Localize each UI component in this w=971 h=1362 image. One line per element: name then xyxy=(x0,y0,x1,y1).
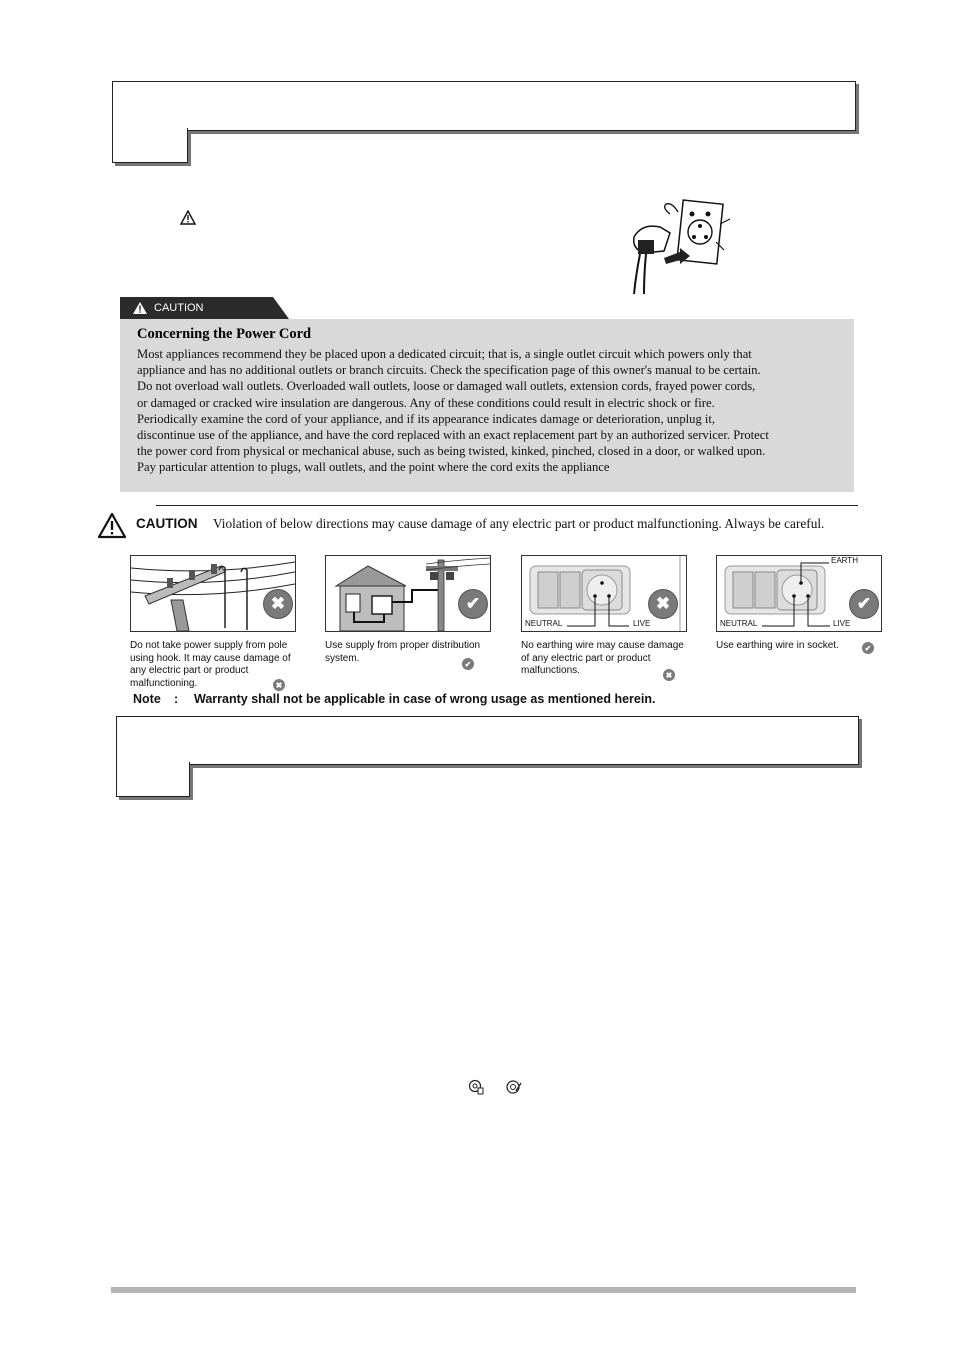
power-cord-text xyxy=(137,346,837,476)
live-label: LIVE xyxy=(633,619,651,628)
power-cord-line: or damaged or cracked wire insulation are dangerous. Any of these conditions could result in electric shock or fire. xyxy=(137,395,715,410)
power-cord-line: the power cord from physical or mechanical abuse, such as being twisted, kinked, pinched, closed in a door, or walked upon. xyxy=(137,444,766,459)
cross-mark-icon: ✖ xyxy=(649,590,677,618)
plug-socket-illustration xyxy=(620,192,735,296)
card-proper-distribution xyxy=(325,555,491,632)
check-mark-icon: ✔ xyxy=(850,590,878,618)
note-separator: : xyxy=(174,692,179,706)
card-caption: Use earthing wire in socket. xyxy=(716,640,839,651)
note-text: Warranty shall not be applicable in case of wrong usage as mentioned herein. xyxy=(194,692,656,706)
earth-label: EARTH xyxy=(831,556,858,565)
check-mark-icon: ✔ xyxy=(462,658,474,670)
footer-bar xyxy=(111,1287,856,1293)
live-label: LIVE xyxy=(833,619,851,628)
divider xyxy=(156,505,858,506)
settings-dial-icon xyxy=(468,1079,484,1095)
check-mark-icon: ✔ xyxy=(459,590,487,618)
top-header-box xyxy=(112,81,856,131)
warning-triangle-icon xyxy=(97,512,127,539)
check-mark-icon: ✔ xyxy=(862,642,874,654)
power-cord-line: Periodically examine the cord of your appliance, and if its appearance indicates damage or deterioration, unplug it, xyxy=(137,411,716,426)
neutral-label: NEUTRAL xyxy=(525,619,563,628)
power-cord-line: Most appliances recommend they be placed upon a dedicated circuit; that is, a single outlet circuit which powers only that xyxy=(137,347,752,361)
power-cord-line: Do not overload wall outlets. Overloaded wall outlets, loose or damaged wall outlets, extension cords, frayed power cords, xyxy=(137,379,756,394)
rotary-dial-icon xyxy=(505,1079,523,1095)
warning-triangle-icon xyxy=(132,301,148,315)
power-cord-line: appliance and has no additional outlets or branch circuits. Check the specification page of this owner's manual to be certain. xyxy=(137,363,761,378)
header-seam-cover xyxy=(117,760,187,764)
second-header-box xyxy=(116,716,859,765)
caution-tab-label: CAUTION xyxy=(154,302,204,314)
card-no-earthing xyxy=(521,555,687,632)
caution-label: CAUTION xyxy=(136,516,198,531)
warning-triangle-icon xyxy=(180,210,196,225)
top-header-tab xyxy=(112,128,188,163)
note-label: Note xyxy=(133,692,161,706)
card-pole-hook xyxy=(130,555,296,632)
neutral-label: NEUTRAL xyxy=(720,619,758,628)
card-caption: Do not take power supply from pole using hook. It may cause damage of any electric part or product malfunctioning. xyxy=(130,640,291,689)
card-earthing-wire xyxy=(716,555,882,632)
card-caption: No earthing wire may cause damage of any electric part or product malfunctions. xyxy=(521,640,684,676)
card-caption: Use supply from proper distribution system. xyxy=(325,640,481,664)
cross-mark-icon: ✖ xyxy=(273,679,285,691)
caution-tab xyxy=(120,297,270,319)
power-cord-line: Pay particular attention to plugs, wall outlets, and the point where the cord exits the appliance xyxy=(137,460,610,475)
cross-mark-icon: ✖ xyxy=(264,590,292,618)
second-header-tab xyxy=(116,762,190,797)
power-cord-title: Concerning the Power Cord xyxy=(137,326,312,342)
cross-mark-icon: ✖ xyxy=(663,669,675,681)
caution-text: Violation of below directions may cause damage of any electric part or product malfunctioning. Always be careful. xyxy=(213,516,825,531)
caution-tab-slant xyxy=(269,297,289,319)
header-seam-cover xyxy=(113,126,185,130)
power-cord-line: discontinue use of the appliance, and have the cord replaced with an exact replacement part by an authorized servicer. Protect xyxy=(137,428,769,443)
